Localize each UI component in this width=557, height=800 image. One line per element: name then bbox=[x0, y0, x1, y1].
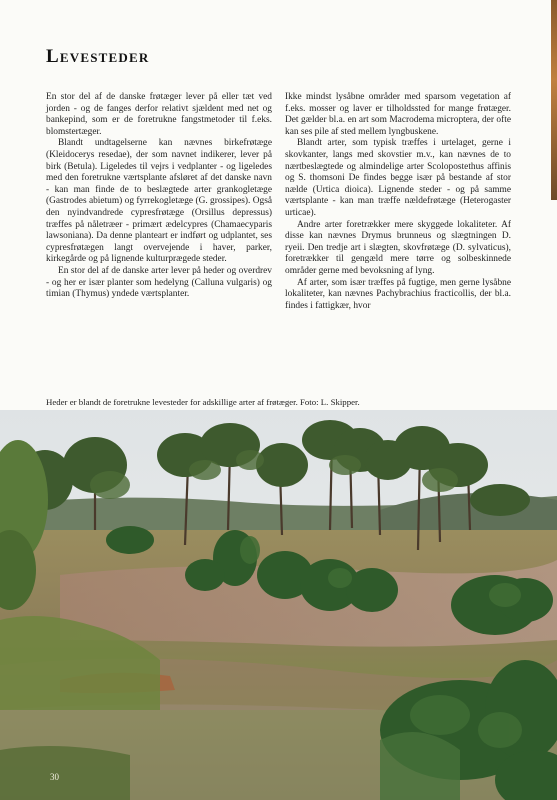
paragraph: Blandt undtagelserne kan nævnes birkefrøtæge (Kleidocerys resedae), der som navnet indikerer, lever på birk (Betula). Ligeledes til vejrs i vedplanter - og ligeledes med den foretrukne værtsplante afsløret af det danske navn - kan man finde de to beslægtede arter grankogletæge (Gastrodes abietum) og fyrrekogletæge (G. grossipes). Også den nyindvandrede cypresfrøtæge (Orsillus depressus) træffes på nåletræer - primært ædelcypres (Chamaecyparis lawsoniana). Da denne planteart er indført og udplantet, ses cypresfrøtægen langt overvejende i haver, parker, kirkegårde og på lignende kulturprægede steder. bbox=[46, 138, 272, 265]
paragraph: Andre arter foretrækker mere skyggede lokaliteter. Af disse kan nævnes Drymus brunneus og slægtningen D. ryeii. Den tredje art i slægten, skovfrøtæge (D. sylvaticus), foretrækker til gengæld mere tørre og solbeskinnede områder gerne med bevoksning af lyng. bbox=[285, 219, 511, 276]
paragraph: Blandt arter, som typisk træffes i urtelaget, gerne i skovkanter, langs med skovstier m.v., kan nævnes de to nærtbeslægtede og almindelige arter Scolopostethus affinis og S. thomsoni De findes begge især på bestande af stor nælde (Urtica dioica). Lignende steder - og på samme værtsplante - kan man træffe nældefrøtæge (Heterogaster urticae). bbox=[285, 138, 511, 218]
heath-landscape-illustration bbox=[0, 410, 557, 800]
paragraph: Ikke mindst lysåbne områder med sparsom vegetation af f.eks. mosser og laver er tilholdssted for mange frøtæger. Det gælder bl.a. en art som Macrodema microptera, der ofte kan ses pile af sted mellem lyngbuskene. bbox=[285, 92, 511, 137]
paragraph: Af arter, som især træffes på fugtige, men gerne lysåbne lokaliteter, kan nævnes Pachybrachius fracticollis, der bl.a. findes i fattigkær, hvor bbox=[285, 277, 511, 311]
paragraph: En stor del af de danske frøtæger lever på eller tæt ved jorden - og de fanges derfor relativt sjældent med net og bankepind, som er de foretrukne fangstmetoder til f.eks. blomstertæger. bbox=[46, 92, 272, 137]
heath-photo bbox=[0, 410, 557, 800]
left-text-column bbox=[46, 92, 272, 301]
page-number: 30 bbox=[50, 772, 59, 782]
paragraph: En stor del af de danske arter lever på heder og overdrev - og her er især planter som hedelyng (Calluna vulgaris) og timian (Thymus) yndede værtsplanter. bbox=[46, 265, 272, 300]
adjacent-page-edge bbox=[551, 0, 557, 200]
photo-caption: Heder er blandt de foretrukne levesteder for adskillige arter af frøtæger. Foto: L. Skipper. bbox=[46, 397, 360, 407]
page-heading: Levesteder bbox=[46, 46, 150, 67]
right-text-column bbox=[285, 92, 511, 312]
